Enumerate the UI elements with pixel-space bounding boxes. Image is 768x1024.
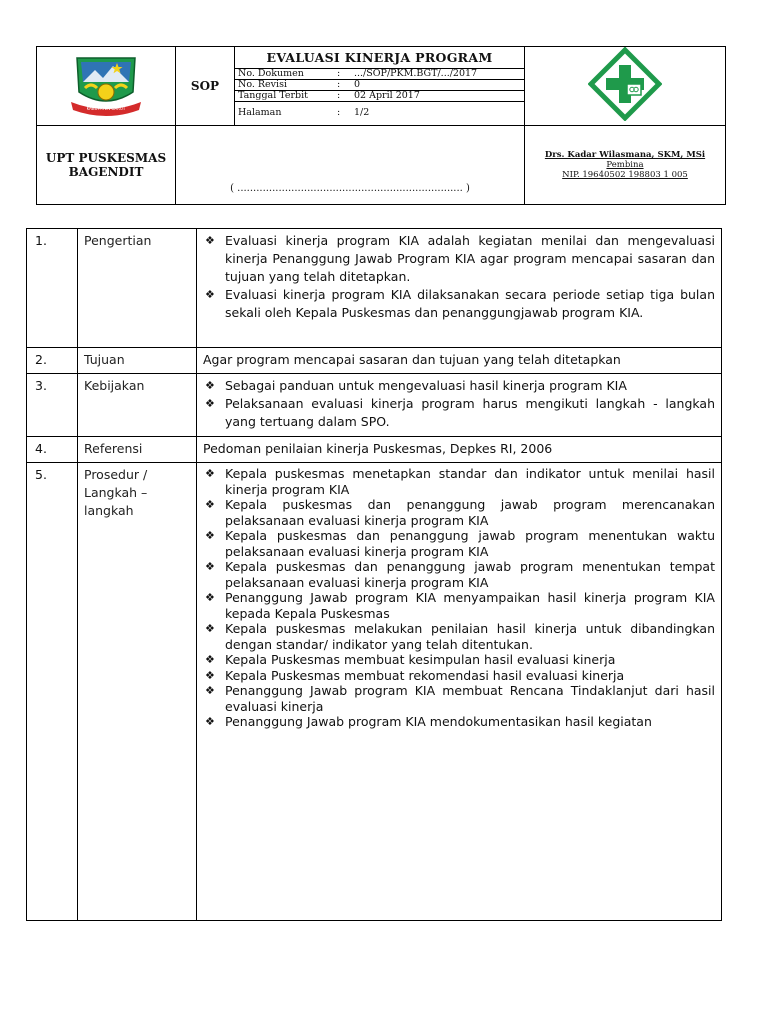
row-number: 4. <box>27 437 78 463</box>
meta-row <box>235 79 524 90</box>
meta-value: .../SOP/PKM.BGT/.../2017 <box>351 69 524 80</box>
table-row <box>27 437 722 463</box>
signer-title: Pembina <box>606 160 644 170</box>
garut-regency-logo <box>69 52 143 116</box>
list-item: ❖ Kepala puskesmas menetapkan standar dan indikator untuk menilai hasil kinerja program KIA <box>203 466 715 497</box>
list-item: ❖ Evaluasi kinerja program KIA dilaksanakan secara periode setiap tiga bulan sekali oleh Kepala Puskesmas dan penanggungjawab program KIA. <box>203 286 715 322</box>
row-content <box>197 373 722 436</box>
document-title: EVALUASI KINERJA PROGRAM <box>235 47 525 69</box>
list-item: ❖ Penanggung Jawab program KIA menyampaikan hasil kinerja program KIA kepada Kepala Puskesmas <box>203 590 715 621</box>
org-line-1: UPT PUSKESMAS <box>45 151 167 165</box>
meta-key: No. Dokumen <box>235 69 334 80</box>
table-row <box>27 463 722 921</box>
row-number: 3. <box>27 373 78 436</box>
sop-label: SOP <box>176 47 235 126</box>
meta-colon: : <box>337 106 341 118</box>
document-meta-cell <box>235 68 525 125</box>
row-label: Pengertian <box>78 229 197 348</box>
row-content <box>197 229 722 348</box>
meta-value: 02 April 2017 <box>351 90 524 101</box>
meta-colon: : <box>334 69 351 80</box>
meta-key: Halaman <box>238 106 282 118</box>
table-row <box>27 229 722 348</box>
row-label: Referensi <box>78 437 197 463</box>
row-label: Tujuan <box>78 347 197 373</box>
list-item: ❖ Sebagai panduan untuk mengevaluasi hasil kinerja program KIA <box>203 377 715 395</box>
meta-value: 1/2 <box>354 106 370 118</box>
bullet-list <box>203 466 715 730</box>
sop-header <box>36 46 726 205</box>
signer-name: Drs. Kadar Wilasmana, SKM, MSi <box>544 150 706 160</box>
signer-block <box>525 126 726 205</box>
meta-row <box>235 90 524 101</box>
organization-name <box>37 126 176 205</box>
bullet-list <box>203 232 715 322</box>
list-item: ❖ Kepala puskesmas dan penanggung jawab program menentukan waktu pelaksanaan evaluasi kinerja program KIA <box>203 528 715 559</box>
logo-ribbon-text: KABUPATEN GARUT <box>86 106 126 111</box>
signer-nip: NIP. 19640502 198803 1 005 <box>562 170 688 180</box>
list-item: ❖ Kepala puskesmas dan penanggung jawab program menentukan tempat pelaksanaan evaluasi kinerja program KIA <box>203 559 715 590</box>
meta-colon: : <box>334 79 351 90</box>
sop-content-table <box>26 228 722 921</box>
document-meta-table <box>235 69 524 124</box>
list-item: ❖ Kepala Puskesmas membuat rekomendasi hasil evaluasi kinerja <box>203 668 715 684</box>
org-line-2: BAGENDIT <box>68 165 144 179</box>
list-item: ❖ Kepala Puskesmas membuat kesimpulan hasil evaluasi kinerja <box>203 652 715 668</box>
list-item: ❖ Evaluasi kinerja program KIA adalah kegiatan menilai dan mengevaluasi kinerja Penanggung Jawab Program KIA agar program mencapai sasaran dan tujuan yang telah ditetapkan. <box>203 232 715 286</box>
row-label: Prosedur / Langkah – langkah <box>78 463 197 921</box>
puskesmas-logo-cell <box>525 47 726 126</box>
row-label: Kebijakan <box>78 373 197 436</box>
puskesmas-cross-logo <box>588 47 662 121</box>
row-number: 2. <box>27 347 78 373</box>
bullet-list <box>203 377 715 431</box>
table-row <box>27 347 722 373</box>
meta-value: 0 <box>351 79 524 90</box>
meta-colon: : <box>334 90 351 101</box>
signature-blank: ( ....................................................................... ) <box>176 126 525 205</box>
meta-row <box>235 69 524 80</box>
regency-logo-cell <box>37 47 176 126</box>
row-number: 1. <box>27 229 78 348</box>
meta-row <box>235 101 524 124</box>
list-item: ❖ Kepala puskesmas melakukan penilaian hasil kinerja untuk dibandingkan dengan standar/ indikator yang telah ditentukan. <box>203 621 715 652</box>
row-number: 5. <box>27 463 78 921</box>
meta-key: No. Revisi <box>235 79 334 90</box>
row-content: Agar program mencapai sasaran dan tujuan yang telah ditetapkan <box>197 347 722 373</box>
list-item: ❖ Kepala puskesmas dan penanggung jawab program merencanakan pelaksanaan evaluasi kinerja program KIA <box>203 497 715 528</box>
table-row <box>27 373 722 436</box>
meta-key: Tanggal Terbit <box>235 90 334 101</box>
list-item: ❖ Penanggung Jawab program KIA mendokumentasikan hasil kegiatan <box>203 714 715 730</box>
list-item: ❖ Penanggung Jawab program KIA membuat Rencana Tindaklanjut dari hasil evaluasi kinerja <box>203 683 715 714</box>
row-content: Pedoman penilaian kinerja Puskesmas, Depkes RI, 2006 <box>197 437 722 463</box>
row-content <box>197 463 722 921</box>
list-item: ❖ Pelaksanaan evaluasi kinerja program harus mengikuti langkah - langkah yang tertuang dalam SPO. <box>203 395 715 431</box>
